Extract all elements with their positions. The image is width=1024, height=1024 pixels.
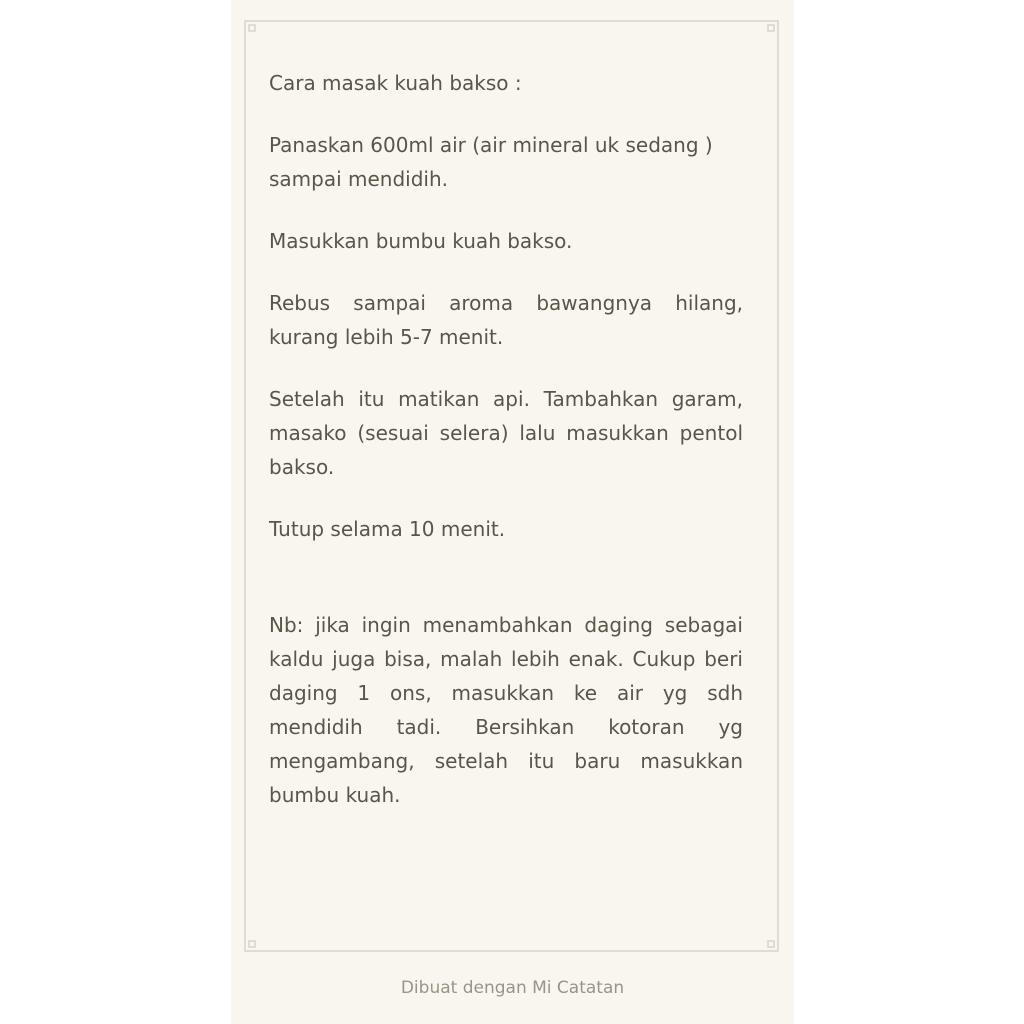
note-paragraph: Setelah itu matikan api. Tambahkan garam, masako (sesuai selera) lalu masukkan pentol bakso. [269, 387, 743, 479]
note-body[interactable] [269, 66, 743, 840]
note-title: Cara masak kuah bakso : [269, 71, 522, 95]
note-paragraph: Rebus sampai aroma bawangnya hilang, kurang lebih 5-7 menit. [269, 291, 743, 349]
note-paragraph: Panaskan 600ml air (air mineral uk sedang ) sampai mendidih. [269, 133, 713, 191]
note-paragraph: Tutup selama 10 menit. [269, 517, 506, 541]
note-paragraph: Masukkan bumbu kuah bakso. [269, 229, 573, 253]
note-sheet [231, 0, 794, 1024]
footer-watermark: Dibuat dengan Mi Catatan [400, 978, 625, 998]
note-paragraph: Nb: jika ingin menambahkan daging sebagai kaldu juga bisa, malah lebih enak. Cukup beri daging 1 ons, masukkan ke air yg sdh mendidih tadi. Bersihkan kotoran yg mengambang, setelah itu baru masukkan bumbu kuah. [269, 613, 743, 807]
